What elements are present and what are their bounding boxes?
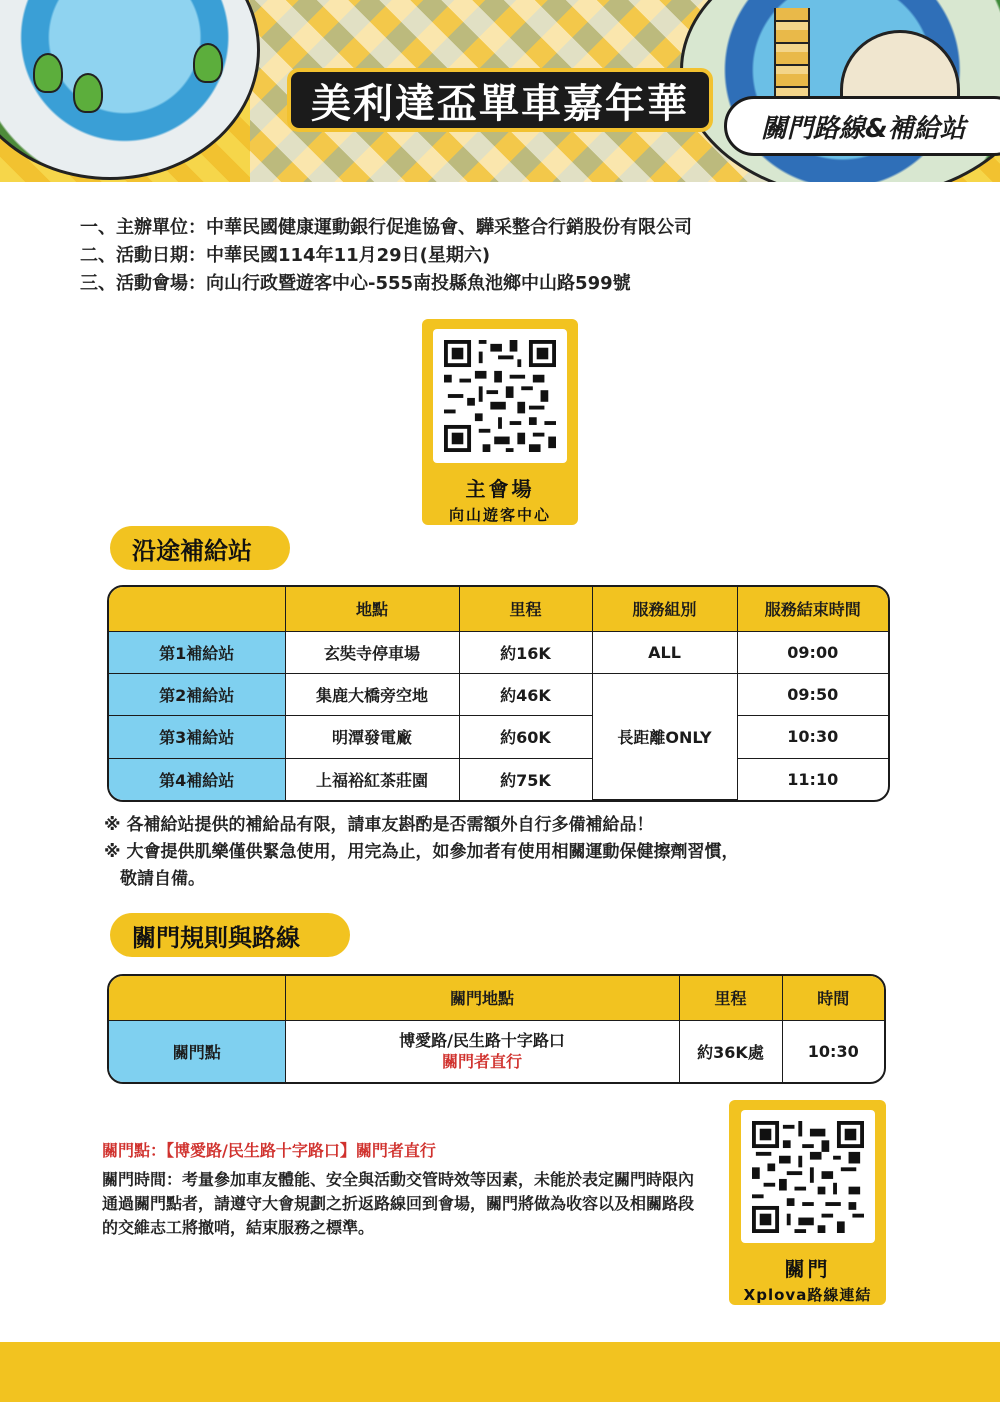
station-name: 第3補給站	[109, 716, 285, 758]
cutoff-distance: 約36K處	[679, 1020, 782, 1082]
route-qr-frame	[741, 1110, 875, 1243]
cutoff-description: 關門時間：考量參加車友體能、安全與活動交管時效等因素，未能於表定關門時限內通過關門點者，請遵守大會規劃之折返路線回到會場，關門將做為收容以及相關路段的交維志工將撤哨，結束服務之標準。	[102, 1170, 695, 1237]
event-subtitle: 關門路線&補給站	[761, 113, 966, 144]
footer-bar	[0, 1342, 1000, 1402]
station-location: 明潭發電廠	[285, 716, 459, 758]
station-group: ALL	[592, 631, 737, 673]
event-subtitle-pill	[724, 96, 1000, 156]
station-name: 第4補給站	[109, 758, 285, 799]
header-cell-cutoff-location: 關門地點	[285, 976, 679, 1020]
banner-illustration-left	[0, 0, 260, 180]
header-cell-end-time: 服務結束時間	[737, 587, 888, 631]
station-location: 集鹿大橋旁空地	[285, 673, 459, 715]
qr-code-icon[interactable]	[444, 340, 556, 452]
table-header-row	[109, 587, 888, 631]
station-distance: 約60K	[459, 716, 592, 758]
main-venue-qr-subtitle: 向山遊客中心	[448, 506, 551, 524]
table-row	[109, 758, 888, 799]
cutoff-section-heading	[110, 913, 350, 957]
main-venue-qr-frame	[433, 329, 567, 463]
event-title: 美利達盃單車嘉年華	[311, 80, 689, 127]
station-location: 玄奘寺停車場	[285, 631, 459, 673]
date-line: 二、活動日期：中華民國114年11月29日(星期六)	[80, 245, 491, 266]
table-row	[109, 716, 888, 758]
note-line: ※ 大會提供肌樂僅供緊急使用，用完為止，如參加者有使用相關運動保健擦劑習慣，	[104, 842, 739, 862]
station-distance: 約46K	[459, 673, 592, 715]
main-venue-qr-card[interactable]	[422, 319, 578, 525]
header-cell-distance: 里程	[679, 976, 782, 1020]
table-row	[109, 673, 888, 715]
header-cell-distance: 里程	[459, 587, 592, 631]
cutoff-point-line: 關門點：【博愛路/民生路十字路口】關門者直行	[102, 1141, 436, 1160]
cutoff-location: 博愛路/民生路十字路口	[399, 1031, 565, 1051]
organizer-line: 一、主辦單位：中華民國健康運動銀行促進協會、驊采整合行銷股份有限公司	[80, 217, 692, 238]
table-row	[109, 1020, 884, 1082]
cutoff-rules	[102, 1138, 702, 1240]
table-row	[109, 631, 888, 673]
station-group-merged: 長距離ONLY	[592, 673, 737, 799]
header-cell-blank	[109, 587, 285, 631]
event-info	[80, 214, 940, 298]
route-qr-card[interactable]	[729, 1100, 886, 1305]
header-cell-group: 服務組別	[592, 587, 737, 631]
station-location: 上福裕紅茶莊園	[285, 758, 459, 799]
station-end-time: 10:30	[737, 716, 888, 758]
supply-section-heading	[110, 526, 290, 570]
cutoff-time: 10:30	[782, 1020, 884, 1082]
event-title-plate	[291, 72, 709, 128]
header-cell-time: 時間	[782, 976, 884, 1020]
cutoff-table	[107, 974, 886, 1084]
station-name: 第1補給站	[109, 631, 285, 673]
header-cell-blank	[109, 976, 285, 1020]
supply-station-table	[107, 585, 890, 802]
header-cell-location: 地點	[285, 587, 459, 631]
header-banner	[0, 0, 1000, 182]
venue-line: 三、活動會場：向山行政暨遊客中心-555南投縣魚池鄉中山路599號	[80, 273, 631, 294]
station-name: 第2補給站	[109, 673, 285, 715]
supply-section-heading-text: 沿途補給站	[132, 536, 252, 565]
note-line: ※ 各補給站提供的補給品有限，請車友斟酌是否需額外自行多備補給品！	[104, 815, 654, 835]
table-header-row	[109, 976, 884, 1020]
note-line: 敬請自備。	[120, 869, 205, 889]
station-end-time: 09:00	[737, 631, 888, 673]
main-venue-qr-title: 主會場	[465, 477, 535, 501]
station-end-time: 11:10	[737, 758, 888, 799]
cutoff-label: 關門點	[109, 1020, 285, 1082]
cutoff-location-cell	[285, 1020, 679, 1082]
supply-notes	[104, 812, 904, 893]
station-end-time: 09:50	[737, 673, 888, 715]
station-distance: 約75K	[459, 758, 592, 799]
route-qr-title: 關門	[784, 1257, 831, 1281]
station-distance: 約16K	[459, 631, 592, 673]
route-qr-subtitle: Xplova路線連結	[743, 1286, 872, 1304]
cutoff-location-note: 關門者直行	[441, 1052, 522, 1072]
cutoff-section-heading-text: 關門規則與路線	[132, 923, 300, 952]
qr-code-icon[interactable]	[752, 1121, 864, 1233]
